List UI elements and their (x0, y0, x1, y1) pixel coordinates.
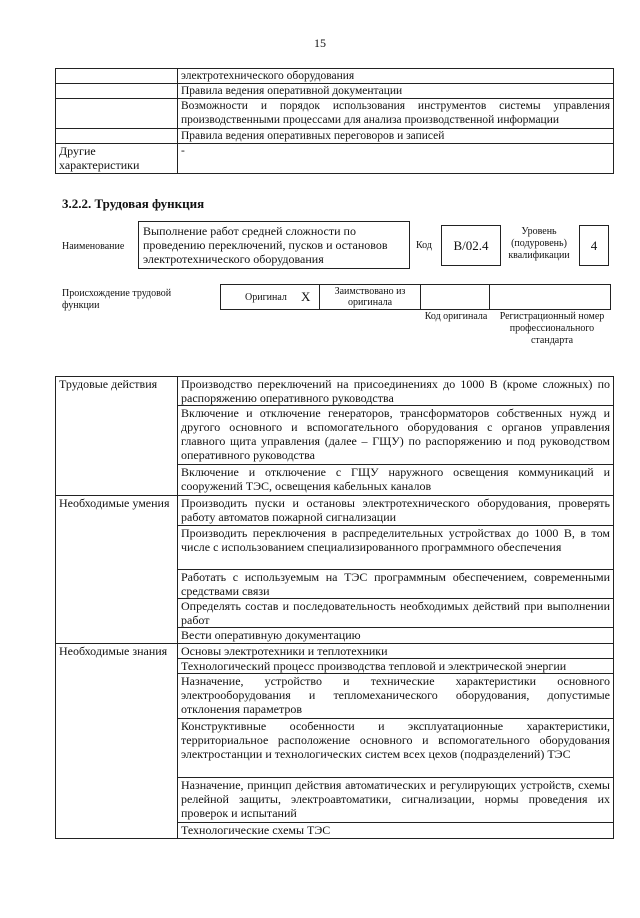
list-item: Производить пуски и остановы электротехнического оборудования, проверять работу автоматов пожарной сигнализации (178, 496, 614, 526)
borrowed-box: Заимствовано из оригинала (319, 284, 421, 310)
row-label (56, 84, 178, 99)
table-row (56, 377, 614, 406)
list-item: Назначение, устройство и технические характеристики основного электрооборудования и тепломеханического оборудования, допустимые отклонения параметров (178, 674, 614, 719)
table-row (56, 644, 614, 659)
list-item: Производить переключения в распределительных устройствах до 1000 В, в том числе с использованием специализированного программного обеспечения (178, 526, 614, 570)
row-content: - (178, 144, 614, 174)
list-item: Назначение, принцип действия автоматических и регулирующих устройств, схемы релейной защиты, электроавтоматики, сигнализации, нормы проведения их проверок и испытаний (178, 778, 614, 823)
table-row (56, 84, 614, 99)
original-box (220, 284, 320, 310)
table-row (56, 144, 614, 174)
top-characteristics-table (55, 68, 614, 174)
row-label: Другие характеристики (56, 144, 178, 174)
list-item: Технологические схемы ТЭС (178, 823, 614, 839)
level-value-box: 4 (579, 225, 609, 266)
name-label: Наименование (62, 241, 125, 252)
list-item: Технологический процесс производства тепловой и электрической энергии (178, 659, 614, 674)
reg-number-label: Регистрационный номер профессионального стандарта (499, 311, 605, 346)
reg-number-box (489, 284, 611, 310)
list-item: Работать с используемым на ТЭС программным обеспечением, современными средствами связи (178, 570, 614, 599)
row-content: электротехнического оборудования (178, 69, 614, 84)
group-label-knowledge: Необходимые знания (56, 644, 178, 839)
table-row (56, 496, 614, 526)
list-item: Включение и отключение генераторов, трансформаторов собственных нужд и другого основного и вспомогательного оборудования с органов управления главного щита управления (далее – ГЩУ) по распоряжению и под руководством оперативного руководства (178, 406, 614, 465)
row-content: Правила ведения оперативных переговоров и записей (178, 129, 614, 144)
row-content: Возможности и порядок использования инструментов системы управления производственными процессами для анализа производственной информации (178, 99, 614, 129)
section-heading: 3.2.2. Трудовая функция (62, 196, 205, 211)
group-label-actions: Трудовые действия (56, 377, 178, 496)
row-label (56, 99, 178, 129)
list-item: Конструктивные особенности и эксплуатационные характеристики, территориальное расположение основного и вспомогательного оборудования электростанции и технологических систем всех цехов (подразделений) ТЭС (178, 719, 614, 778)
page-number: 15 (314, 36, 326, 50)
original-mark: X (301, 289, 311, 304)
list-item: Вести оперативную документацию (178, 628, 614, 644)
list-item: Определять состав и последовательность необходимых действий при выполнении работ (178, 599, 614, 628)
code-original-label: Код оригинала (424, 311, 488, 322)
row-label (56, 129, 178, 144)
row-content: Правила ведения оперативной документации (178, 84, 614, 99)
origin-label: Происхождение трудовой функции (62, 288, 172, 311)
list-item: Основы электротехники и теплотехники (178, 644, 614, 659)
list-item: Производство переключений на присоединениях до 1000 В (кроме сложных) по распоряжению оперативного руководства (178, 377, 614, 406)
labor-function-table (55, 376, 614, 839)
level-label: Уровень (подуровень) квалификации (508, 226, 570, 261)
group-label-skills: Необходимые умения (56, 496, 178, 644)
function-name-box: Выполнение работ средней сложности по проведению переключений, пусков и остановов электротехнического оборудования (138, 221, 410, 269)
table-row (56, 129, 614, 144)
list-item: Включение и отключение с ГЩУ наружного освещения коммуникаций и сооружений ТЭС, освещения кабельных каналов (178, 465, 614, 496)
original-label: Оригинал (245, 292, 287, 303)
function-code-box: B/02.4 (441, 225, 501, 266)
row-label (56, 69, 178, 84)
code-original-box (420, 284, 490, 310)
table-row (56, 69, 614, 84)
table-row (56, 99, 614, 129)
code-label: Код (416, 240, 432, 251)
